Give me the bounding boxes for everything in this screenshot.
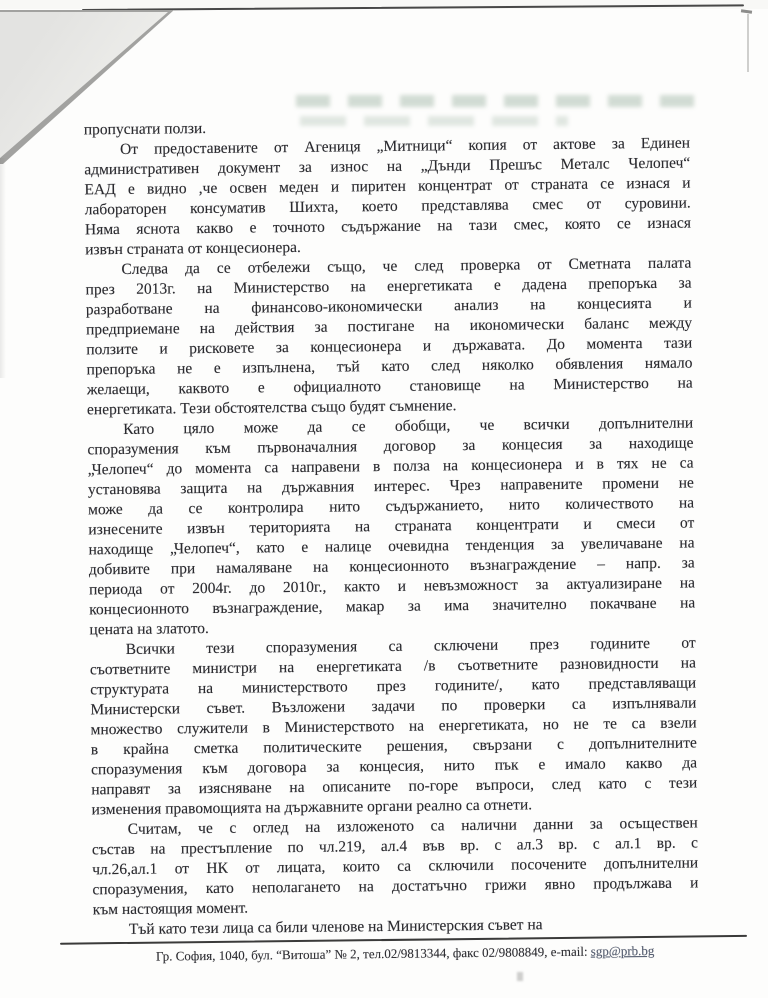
document-line: лабораторен консуматив Шихта, което представлява смес от суровини. (84, 194, 691, 219)
footer-email-link[interactable]: sgp@prb.bg (590, 942, 655, 959)
document-line: „Челопеч“ до момента са направени в полза на концесионера и в тях не са (87, 454, 694, 479)
document-line: споразумения към първоначалния договор за концесия за находище (87, 434, 694, 459)
document-line: концесионното възнаграждение, макар за има значително покачване на (89, 594, 696, 619)
document-line: Всички тези споразумения са сключени през годините от (125, 634, 696, 658)
document-line: множество служители в Министерството на енергетиката, но не те са взели (90, 714, 697, 739)
document-line: може да се контролира нито съдържанието, нито количеството на (88, 494, 695, 519)
document-line: предприемане на действия за постигане на икономически баланс между (85, 314, 693, 339)
document-line: съответните министри на енергетиката /в съответните разновидности на (89, 654, 696, 679)
document-line: разработване на финансово-икономически анализ на концесията и (85, 294, 692, 319)
document-line: чл.26,ал.1 от НК от лицата, които са сключили посочените допълнителни (92, 854, 699, 879)
document-line: споразумения към договора за концесия, нито пък е имало какво да (90, 754, 698, 779)
document-line: състав на престъпление по чл.219, ал.4 във вр. с ал.3 вр. с ал.1 вр. с (91, 834, 699, 859)
document-line: изменения правомощията на държавните органи реално са отнети. (91, 796, 533, 819)
document-line: направят за изясняване на описаните по-горе въпроси, след като с тези (91, 774, 698, 799)
document-line: желаещи, каквото е официалното становище на Министерство на (86, 374, 693, 399)
document-line: споразумения, като неполагането на достатъчно грижи явно продължава и (92, 874, 699, 899)
document-line: находище „Челопеч“, като е налице очевидна тенденция за увеличаване на (88, 534, 695, 559)
document-line: цената на златото. (89, 619, 209, 639)
document-line: към настоящия момент. (92, 899, 249, 919)
footer-address (65, 941, 745, 967)
document-line: в крайна сметка политическите решения, свързани с допълнителните (90, 734, 697, 759)
document-line: От предоставените от Агениця „Митници“ копия от актове за Единен (119, 134, 691, 158)
document-line: Считам, че с оглед на изложеното са налични данни за осъществен (127, 814, 698, 838)
document-line: установява защита на държавния интерес. Чрез направените промени не (87, 474, 694, 499)
document-body (84, 114, 699, 941)
document-line: през 2013г. на Министерство на енергетиката е дадена препоръка за (85, 274, 692, 299)
document-line: препоръка не е изпълнена, тъй като след няколко обявления нямало (86, 354, 693, 379)
document-line: Следва да се отбележи също, че след проверка от Сметната палата (121, 254, 692, 278)
document-line: пропуснати ползи. (83, 119, 207, 139)
document-line: енергетиката. Тези обстоятелства също будят съмнение. (86, 397, 457, 419)
document-line: периода от 2004г. до 2010г., както и невъзможност за актуализиране на (88, 574, 696, 599)
document-line: добивите при намаляване на концесионното възнаграждение – напр. за (88, 554, 695, 579)
document-line: извън страната от концесионера. (85, 238, 301, 259)
document-line: Като цяло може да се обобщи, че всички допълнителни (123, 414, 694, 438)
footer-address-text: Гр. София, 1040, бул. “Витоша” № 2, тел.02/9813344, факс 02/9808849, e-mail: (155, 943, 591, 964)
document-line: административен документ за износ на „Дънди Прешъс Металс Челопеч“ (84, 154, 691, 179)
document-line: изнесените извън територията на страната концентрати и смеси от (88, 514, 695, 539)
document-line: Тъй като тези лица са били членове на Министерския съвет на (128, 916, 543, 938)
document-line: ЕАД е видно ,че освен меден и пиритен концентрат от страната се изнася и (84, 174, 691, 199)
document-line: Министерски съвет. Възложени задачи по проверки са изпълнявали (90, 694, 697, 719)
document-line: структурата на министерството през годините/, като представляващи (90, 674, 697, 699)
document-line: Няма яснота какво е точното съдържание на тази смес, която се изнася (84, 214, 692, 239)
document-line: ползите и рисковете за концесионера и държавата. До момента тази (86, 334, 693, 359)
